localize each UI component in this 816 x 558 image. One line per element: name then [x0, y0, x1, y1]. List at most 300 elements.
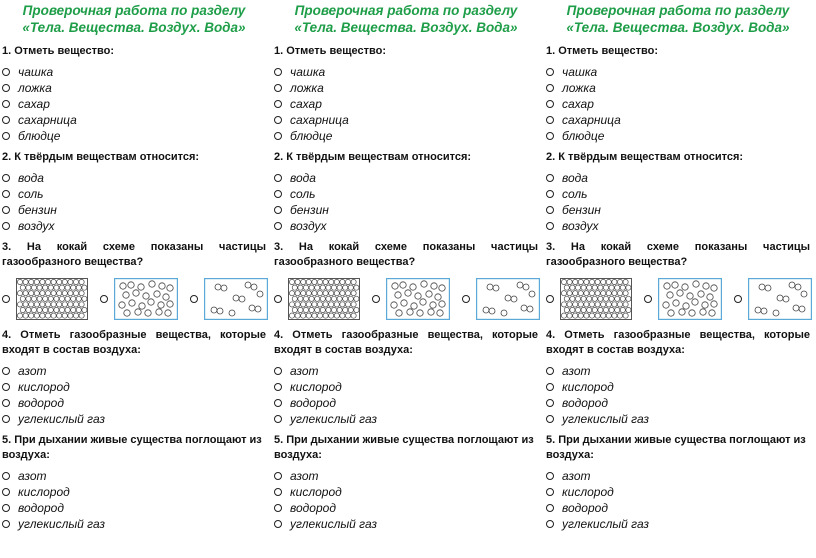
solid-particle [337, 285, 342, 290]
solid-particle [615, 296, 620, 301]
gas-particle [251, 284, 257, 290]
radio-circle-icon[interactable] [2, 399, 10, 407]
solid-particle [595, 313, 600, 318]
radio-circle-icon[interactable] [2, 383, 10, 391]
radio-circle-icon[interactable] [274, 383, 282, 391]
option-q5-oxygen[interactable]: кислород [274, 484, 538, 500]
solid-particle [73, 291, 78, 296]
radio-circle-icon[interactable] [546, 415, 554, 423]
gas-particle [229, 310, 235, 316]
solid-particle [79, 291, 84, 296]
solid-particle [623, 279, 628, 284]
option-q5-hydrogen[interactable]: водород [546, 500, 810, 516]
solid-particle [615, 307, 620, 312]
gas-particle [759, 284, 765, 290]
radio-circle-icon[interactable] [2, 84, 10, 92]
solid-particle [575, 307, 580, 312]
option-q2-water[interactable]: вода [2, 170, 266, 186]
solid-particle [587, 296, 592, 301]
solid-particle [620, 307, 625, 312]
liquid-particle [439, 301, 445, 307]
option-q2-petrol[interactable]: бензин [2, 202, 266, 218]
solid-particle [323, 302, 328, 307]
option-q2-water[interactable]: вода [546, 170, 810, 186]
radio-circle-icon[interactable] [274, 100, 282, 108]
radio-circle-icon[interactable] [2, 295, 10, 303]
solid-particle [312, 302, 317, 307]
solid-particle [343, 307, 348, 312]
option-q1-sugar-bowl[interactable]: сахарница [274, 112, 538, 128]
option-q4-nitrogen[interactable]: азот [546, 363, 810, 379]
option-q1-cup[interactable]: чашка [2, 64, 266, 80]
solid-particle [309, 296, 314, 301]
question-4: 4. Отметь газообразные вещества, которые входят в состав воздуха: [274, 329, 538, 356]
radio-circle-icon[interactable] [274, 488, 282, 496]
option-q2-salt[interactable]: соль [546, 186, 810, 202]
gas-particle [217, 308, 223, 314]
scheme-option-liquid[interactable] [372, 278, 450, 320]
solid-particle [57, 313, 62, 318]
scheme-option-gas[interactable] [462, 278, 540, 320]
solid-particle [587, 285, 592, 290]
option-q1-saucer[interactable]: блюдце [274, 128, 538, 144]
option-q2-water[interactable]: вода [274, 170, 538, 186]
option-q2-salt[interactable]: соль [274, 186, 538, 202]
option-q1-saucer[interactable]: блюдце [546, 128, 810, 144]
gas-particle [789, 282, 795, 288]
solid-particle [295, 302, 300, 307]
option-q5-hydrogen[interactable]: водород [2, 500, 266, 516]
radio-circle-icon[interactable] [2, 415, 10, 423]
solid-particle [623, 302, 628, 307]
solid-particle [334, 302, 339, 307]
solid-particle [312, 279, 317, 284]
gas-particle [517, 282, 523, 288]
solid-particle [617, 313, 622, 318]
solid-particle [581, 307, 586, 312]
radio-circle-icon[interactable] [274, 472, 282, 480]
radio-circle-icon[interactable] [2, 116, 10, 124]
question-1: 1. Отметь вещество: [274, 45, 386, 57]
solid-particle [340, 302, 345, 307]
solid-particle [37, 285, 42, 290]
option-q5-co2[interactable]: углекислый газ [2, 516, 266, 532]
solid-particle [26, 285, 31, 290]
solid-particle [620, 285, 625, 290]
solid-particle [315, 307, 320, 312]
option-q5-oxygen[interactable]: кислород [546, 484, 810, 500]
solid-particle [564, 285, 569, 290]
question-1: 1. Отметь вещество: [2, 45, 114, 57]
solid-particle [598, 307, 603, 312]
solid-particle [561, 279, 566, 284]
solid-particle [345, 291, 350, 296]
solid-particle [17, 313, 22, 318]
solid-particle [354, 296, 359, 301]
gas-particle [527, 306, 533, 312]
solid-particle [37, 307, 42, 312]
option-q4-hydrogen[interactable]: водород [546, 395, 810, 411]
solid-particle [51, 313, 56, 318]
solid-particle [581, 296, 586, 301]
solid-particle [606, 279, 611, 284]
radio-circle-icon[interactable] [546, 206, 554, 214]
liquid-particle [426, 291, 432, 297]
radio-circle-icon[interactable] [644, 295, 652, 303]
solid-particle [575, 285, 580, 290]
solid-particle [573, 291, 578, 296]
option-q2-petrol[interactable]: бензин [274, 202, 538, 218]
solid-particle [601, 291, 606, 296]
solid-particle [292, 296, 297, 301]
radio-circle-icon[interactable] [372, 295, 380, 303]
gas-particle [523, 284, 529, 290]
option-q1-spoon[interactable]: ложка [2, 80, 266, 96]
liquid-particle [124, 310, 130, 316]
liquid-particle [711, 301, 717, 307]
option-q1-sugar-bowl[interactable]: сахарница [2, 112, 266, 128]
question-2: 2. К твёрдым веществам относится: [274, 151, 472, 163]
solid-particle [351, 302, 356, 307]
gas-particle [799, 306, 805, 312]
solid-particle [62, 279, 67, 284]
option-q4-oxygen[interactable]: кислород [2, 379, 266, 395]
liquid-particle [673, 300, 679, 306]
radio-circle-icon[interactable] [274, 399, 282, 407]
solid-particle [31, 285, 36, 290]
solid-particle [298, 285, 303, 290]
radio-circle-icon[interactable] [274, 520, 282, 528]
scheme-option-solid[interactable] [546, 278, 632, 320]
radio-circle-icon[interactable] [274, 504, 282, 512]
radio-circle-icon[interactable] [546, 520, 554, 528]
radio-circle-icon[interactable] [546, 132, 554, 140]
gas-particle [801, 291, 807, 297]
liquid-particle [396, 310, 402, 316]
solid-particle [295, 313, 300, 318]
solid-particle [592, 296, 597, 301]
liquid-particle [683, 303, 689, 309]
solid-particle [303, 296, 308, 301]
solid-particle [584, 302, 589, 307]
solid-particle [73, 313, 78, 318]
solid-particle [289, 313, 294, 318]
radio-circle-icon[interactable] [546, 222, 554, 230]
option-q1-cup[interactable]: чашка [274, 64, 538, 80]
solid-particle [20, 296, 25, 301]
option-q4-co2[interactable]: углекислый газ [546, 411, 810, 427]
solid-particle [40, 313, 45, 318]
option-q2-air[interactable]: воздух [546, 218, 810, 234]
radio-circle-icon[interactable] [274, 84, 282, 92]
option-q2-salt[interactable]: соль [2, 186, 266, 202]
option-q1-sugar-bowl[interactable]: сахарница [546, 112, 810, 128]
solid-particle [340, 291, 345, 296]
radio-circle-icon[interactable] [2, 206, 10, 214]
radio-circle-icon[interactable] [546, 116, 554, 124]
solid-particle [567, 302, 572, 307]
radio-circle-icon[interactable] [546, 190, 554, 198]
radio-circle-icon[interactable] [274, 68, 282, 76]
worksheet-copy-3 [544, 0, 816, 558]
option-q1-cup[interactable]: чашка [546, 64, 810, 80]
solid-particle [603, 307, 608, 312]
solid-particle [82, 296, 87, 301]
option-q4-nitrogen[interactable]: азот [274, 363, 538, 379]
solid-particle [598, 285, 603, 290]
radio-circle-icon[interactable] [2, 367, 10, 375]
solid-particle [323, 291, 328, 296]
solid-particle [292, 285, 297, 290]
option-q4-hydrogen[interactable]: водород [2, 395, 266, 411]
option-q4-co2[interactable]: углекислый газ [2, 411, 266, 427]
solid-particle [79, 313, 84, 318]
solid-particle [306, 313, 311, 318]
radio-circle-icon[interactable] [274, 174, 282, 182]
gas-particles-diagram [204, 278, 268, 320]
solid-particles-diagram [288, 278, 360, 320]
radio-circle-icon[interactable] [100, 295, 108, 303]
radio-circle-icon[interactable] [546, 367, 554, 375]
gas-particle [233, 295, 239, 301]
liquid-particle [431, 283, 437, 289]
scheme-option-liquid[interactable] [644, 278, 722, 320]
gas-particle [255, 306, 261, 312]
solid-particle [317, 279, 322, 284]
solid-particle [312, 313, 317, 318]
radio-circle-icon[interactable] [2, 132, 10, 140]
liquid-particle [400, 282, 406, 288]
gas-particle [239, 296, 245, 302]
gas-particle [777, 295, 783, 301]
solid-particle [584, 291, 589, 296]
worksheet-title: Проверочная работа по разделу «Тела. Вещества. Воздух. Вода» [22, 3, 246, 35]
liquid-particle [420, 299, 426, 305]
option-q5-co2[interactable]: углекислый газ [274, 516, 538, 532]
option-q1-sugar[interactable]: сахар [274, 96, 538, 112]
solid-particle [34, 279, 39, 284]
radio-circle-icon[interactable] [2, 488, 10, 496]
solid-particle [26, 307, 31, 312]
solid-particle [23, 313, 28, 318]
option-q1-spoon[interactable]: ложка [274, 80, 538, 96]
radio-circle-icon[interactable] [546, 100, 554, 108]
solid-particle [301, 279, 306, 284]
scheme-option-gas[interactable] [734, 278, 812, 320]
solid-particle [289, 291, 294, 296]
liquid-particle [149, 281, 155, 287]
option-q2-air[interactable]: воздух [2, 218, 266, 234]
liquid-particle [138, 284, 144, 290]
option-q1-spoon[interactable]: ложка [546, 80, 810, 96]
liquid-particle [143, 293, 149, 299]
liquid-particle [682, 284, 688, 290]
solid-particle [612, 291, 617, 296]
question-3: 3. На кокай схеме показаны частицы газообразного вещества? [546, 241, 810, 268]
solid-particle [59, 285, 64, 290]
liquid-particle [139, 303, 145, 309]
solid-particle [326, 285, 331, 290]
radio-circle-icon[interactable] [546, 399, 554, 407]
solid-particle [329, 279, 334, 284]
liquid-particle [435, 294, 441, 300]
option-q4-oxygen[interactable]: кислород [546, 379, 810, 395]
option-q4-oxygen[interactable]: кислород [274, 379, 538, 395]
radio-circle-icon[interactable] [274, 132, 282, 140]
option-q5-nitrogen[interactable]: азот [546, 468, 810, 484]
solid-particles-diagram [560, 278, 632, 320]
radio-circle-icon[interactable] [2, 100, 10, 108]
solid-particle [48, 285, 53, 290]
solid-particle [51, 279, 56, 284]
solid-particle [79, 302, 84, 307]
radio-circle-icon[interactable] [2, 174, 10, 182]
solid-particle [606, 313, 611, 318]
solid-particle [26, 296, 31, 301]
solid-particle [71, 285, 76, 290]
option-q5-nitrogen[interactable]: азот [2, 468, 266, 484]
option-q4-nitrogen[interactable]: азот [2, 363, 266, 379]
solid-particle [43, 296, 48, 301]
solid-particle [567, 279, 572, 284]
option-q5-nitrogen[interactable]: азот [274, 468, 538, 484]
solid-particle [45, 279, 50, 284]
radio-circle-icon[interactable] [274, 415, 282, 423]
gas-particle [245, 282, 251, 288]
liquid-particle [663, 302, 669, 308]
solid-particle [581, 285, 586, 290]
scheme-option-gas[interactable] [190, 278, 268, 320]
solid-particle [320, 296, 325, 301]
solid-particle [65, 307, 70, 312]
radio-circle-icon[interactable] [2, 520, 10, 528]
radio-circle-icon[interactable] [462, 295, 470, 303]
radio-circle-icon[interactable] [2, 190, 10, 198]
solid-particle [601, 302, 606, 307]
scheme-option-liquid[interactable] [100, 278, 178, 320]
question-5: 5. При дыхании живые существа поглощают из воздуха: [274, 434, 534, 461]
solid-particle [43, 285, 48, 290]
solid-particle [29, 313, 34, 318]
liquid-particle [156, 309, 162, 315]
question-1: 1. Отметь вещество: [546, 45, 658, 57]
liquid-particle [421, 281, 427, 287]
scheme-option-solid[interactable] [274, 278, 360, 320]
radio-circle-icon[interactable] [190, 295, 198, 303]
liquid-particle [439, 285, 445, 291]
question-2: 2. К твёрдым веществам относится: [546, 151, 744, 163]
liquid-particle [693, 281, 699, 287]
gas-particle [765, 285, 771, 291]
radio-circle-icon[interactable] [546, 383, 554, 391]
solid-particle [315, 285, 320, 290]
solid-particle [62, 302, 67, 307]
solid-particle [17, 291, 22, 296]
solid-particle [298, 307, 303, 312]
solid-particle [306, 291, 311, 296]
radio-circle-icon[interactable] [2, 68, 10, 76]
solid-particle [315, 296, 320, 301]
option-q5-hydrogen[interactable]: водород [274, 500, 538, 516]
radio-circle-icon[interactable] [2, 222, 10, 230]
liquid-particle [405, 290, 411, 296]
radio-circle-icon[interactable] [274, 222, 282, 230]
solid-particle [54, 296, 59, 301]
solid-particle [331, 285, 336, 290]
radio-circle-icon[interactable] [546, 174, 554, 182]
solid-particle [73, 302, 78, 307]
question-3: 3. На кокай схеме показаны частицы газообразного вещества? [274, 241, 538, 268]
radio-circle-icon[interactable] [546, 472, 554, 480]
option-q2-petrol[interactable]: бензин [546, 202, 810, 218]
option-q5-co2[interactable]: углекислый газ [546, 516, 810, 532]
gas-particle [773, 310, 779, 316]
radio-circle-icon[interactable] [2, 472, 10, 480]
option-q1-sugar[interactable]: сахар [546, 96, 810, 112]
solid-particle [331, 296, 336, 301]
solid-particle [589, 279, 594, 284]
option-q4-hydrogen[interactable]: водород [274, 395, 538, 411]
liquid-particle [667, 292, 673, 298]
radio-circle-icon[interactable] [546, 488, 554, 496]
gas-particle [489, 308, 495, 314]
solid-particle [595, 291, 600, 296]
liquid-particle [133, 290, 139, 296]
gas-particle [493, 285, 499, 291]
option-q1-saucer[interactable]: блюдце [2, 128, 266, 144]
radio-circle-icon[interactable] [546, 68, 554, 76]
radio-circle-icon[interactable] [734, 295, 742, 303]
radio-circle-icon[interactable] [546, 504, 554, 512]
solid-particle [626, 307, 631, 312]
solid-particle [575, 296, 580, 301]
radio-circle-icon[interactable] [546, 84, 554, 92]
radio-circle-icon[interactable] [2, 504, 10, 512]
radio-circle-icon[interactable] [274, 367, 282, 375]
solid-particle [40, 302, 45, 307]
radio-circle-icon[interactable] [274, 295, 282, 303]
solid-particle [329, 302, 334, 307]
solid-particle [334, 313, 339, 318]
solid-particle [17, 279, 22, 284]
solid-particle [31, 307, 36, 312]
solid-particle [612, 279, 617, 284]
solid-particle [348, 307, 353, 312]
radio-circle-icon[interactable] [546, 295, 554, 303]
solid-particle [573, 313, 578, 318]
solid-particle [57, 291, 62, 296]
solid-particle [317, 302, 322, 307]
gas-particle [511, 296, 517, 302]
radio-circle-icon[interactable] [274, 116, 282, 124]
gas-particle [761, 308, 767, 314]
gas-particles-diagram [476, 278, 540, 320]
radio-circle-icon[interactable] [274, 190, 282, 198]
scheme-option-solid[interactable] [2, 278, 88, 320]
option-q1-sugar[interactable]: сахар [2, 96, 266, 112]
option-q2-air[interactable]: воздух [274, 218, 538, 234]
radio-circle-icon[interactable] [274, 206, 282, 214]
option-q4-co2[interactable]: углекислый газ [274, 411, 538, 427]
option-q5-oxygen[interactable]: кислород [2, 484, 266, 500]
liquid-particle [407, 309, 413, 315]
solid-particle [51, 291, 56, 296]
solid-particle [348, 296, 353, 301]
solid-particle [326, 296, 331, 301]
worksheet-copy-2 [272, 0, 544, 558]
solid-particle [343, 285, 348, 290]
solid-particle [59, 307, 64, 312]
